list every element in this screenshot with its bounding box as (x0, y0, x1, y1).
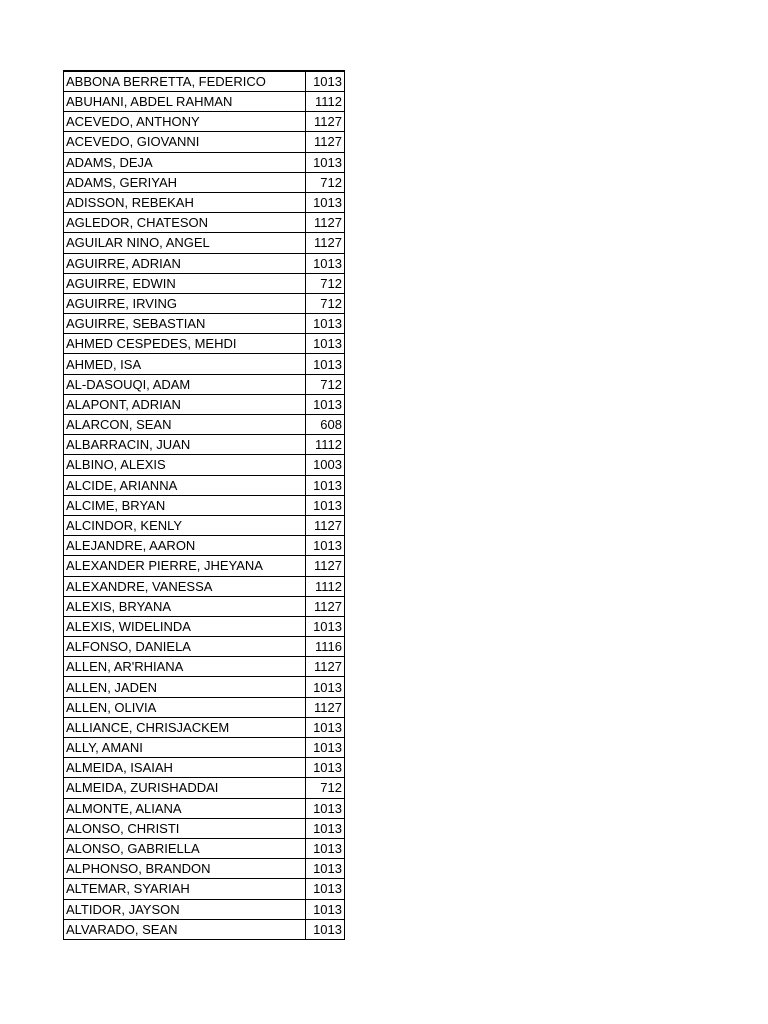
student-name-cell: ALARCON, SEAN (64, 415, 306, 435)
code-cell: 1112 (306, 576, 345, 596)
table-row (64, 152, 345, 172)
student-name-cell: ALCINDOR, KENLY (64, 515, 306, 535)
table-row (64, 859, 345, 879)
table-row (64, 515, 345, 535)
code-cell: 1013 (306, 677, 345, 697)
code-cell: 1013 (306, 879, 345, 899)
code-cell: 1127 (306, 132, 345, 152)
student-name-cell: ALONSO, GABRIELLA (64, 838, 306, 858)
student-name-cell: ALFONSO, DANIELA (64, 637, 306, 657)
student-name-cell: ALEXIS, WIDELINDA (64, 616, 306, 636)
code-cell: 1013 (306, 899, 345, 919)
student-name-cell: ADAMS, DEJA (64, 152, 306, 172)
code-cell: 1127 (306, 657, 345, 677)
table-row (64, 637, 345, 657)
student-name-cell: ALTEMAR, SYARIAH (64, 879, 306, 899)
table-row (64, 899, 345, 919)
code-cell: 1013 (306, 738, 345, 758)
code-cell: 1013 (306, 334, 345, 354)
student-name-cell: AL-DASOUQI, ADAM (64, 374, 306, 394)
table-row (64, 717, 345, 737)
code-cell: 1127 (306, 596, 345, 616)
roster-table-body (64, 71, 345, 939)
code-cell: 712 (306, 778, 345, 798)
table-row (64, 112, 345, 132)
table-row (64, 596, 345, 616)
code-cell: 1013 (306, 71, 345, 92)
student-name-cell: AHMED, ISA (64, 354, 306, 374)
student-name-cell: AGUIRRE, ADRIAN (64, 253, 306, 273)
student-name-cell: ADAMS, GERIYAH (64, 172, 306, 192)
student-name-cell: ALCIDE, ARIANNA (64, 475, 306, 495)
code-cell: 1013 (306, 616, 345, 636)
code-cell: 1013 (306, 798, 345, 818)
table-row (64, 71, 345, 92)
code-cell: 608 (306, 415, 345, 435)
student-name-cell: AGUIRRE, IRVING (64, 293, 306, 313)
student-name-cell: ACEVEDO, ANTHONY (64, 112, 306, 132)
code-cell: 1013 (306, 859, 345, 879)
student-name-cell: ALPHONSO, BRANDON (64, 859, 306, 879)
code-cell: 1013 (306, 152, 345, 172)
table-row (64, 92, 345, 112)
code-cell: 1127 (306, 213, 345, 233)
code-cell: 1127 (306, 556, 345, 576)
table-row (64, 576, 345, 596)
table-row (64, 738, 345, 758)
student-name-cell: ACEVEDO, GIOVANNI (64, 132, 306, 152)
student-name-cell: ALAPONT, ADRIAN (64, 394, 306, 414)
code-cell: 1127 (306, 112, 345, 132)
table-row (64, 253, 345, 273)
table-row (64, 455, 345, 475)
table-row (64, 192, 345, 212)
student-name-cell: ALLEN, AR'RHIANA (64, 657, 306, 677)
student-name-cell: ALONSO, CHRISTI (64, 818, 306, 838)
table-row (64, 374, 345, 394)
table-row (64, 495, 345, 515)
code-cell: 1013 (306, 394, 345, 414)
code-cell: 1013 (306, 919, 345, 939)
code-cell: 712 (306, 172, 345, 192)
roster-sheet (63, 70, 344, 940)
code-cell: 1013 (306, 354, 345, 374)
code-cell: 1013 (306, 758, 345, 778)
student-name-cell: ALEXANDER PIERRE, JHEYANA (64, 556, 306, 576)
student-name-cell: ALLIANCE, CHRISJACKEM (64, 717, 306, 737)
student-name-cell: ALBINO, ALEXIS (64, 455, 306, 475)
student-name-cell: ABBONA BERRETTA, FEDERICO (64, 71, 306, 92)
code-cell: 1013 (306, 314, 345, 334)
table-row (64, 475, 345, 495)
code-cell: 1013 (306, 717, 345, 737)
student-name-cell: ALLEN, OLIVIA (64, 697, 306, 717)
code-cell: 1013 (306, 818, 345, 838)
code-cell: 1127 (306, 233, 345, 253)
student-name-cell: ALMEIDA, ZURISHADDAI (64, 778, 306, 798)
table-row (64, 172, 345, 192)
table-row (64, 293, 345, 313)
student-name-cell: ALMONTE, ALIANA (64, 798, 306, 818)
student-name-cell: ADISSON, REBEKAH (64, 192, 306, 212)
table-row (64, 415, 345, 435)
table-row (64, 435, 345, 455)
code-cell: 712 (306, 374, 345, 394)
code-cell: 1013 (306, 838, 345, 858)
table-row (64, 354, 345, 374)
table-row (64, 334, 345, 354)
student-name-cell: ALMEIDA, ISAIAH (64, 758, 306, 778)
code-cell: 712 (306, 293, 345, 313)
code-cell: 1127 (306, 515, 345, 535)
student-name-cell: ALLY, AMANI (64, 738, 306, 758)
code-cell: 1116 (306, 637, 345, 657)
student-name-cell: ABUHANI, ABDEL RAHMAN (64, 92, 306, 112)
table-row (64, 536, 345, 556)
student-name-cell: AGUIRRE, SEBASTIAN (64, 314, 306, 334)
code-cell: 1003 (306, 455, 345, 475)
code-cell: 1112 (306, 92, 345, 112)
student-name-cell: ALTIDOR, JAYSON (64, 899, 306, 919)
code-cell: 1013 (306, 495, 345, 515)
code-cell: 1013 (306, 536, 345, 556)
student-name-cell: ALEXANDRE, VANESSA (64, 576, 306, 596)
table-row (64, 778, 345, 798)
table-row (64, 919, 345, 939)
student-name-cell: AGUIRRE, EDWIN (64, 273, 306, 293)
table-row (64, 273, 345, 293)
table-row (64, 616, 345, 636)
roster-table (63, 70, 345, 940)
table-row (64, 132, 345, 152)
code-cell: 1112 (306, 435, 345, 455)
code-cell: 712 (306, 273, 345, 293)
student-name-cell: ALEXIS, BRYANA (64, 596, 306, 616)
table-row (64, 758, 345, 778)
code-cell: 1127 (306, 697, 345, 717)
table-row (64, 838, 345, 858)
table-row (64, 657, 345, 677)
table-row (64, 233, 345, 253)
code-cell: 1013 (306, 475, 345, 495)
table-row (64, 818, 345, 838)
table-row (64, 677, 345, 697)
student-name-cell: ALCIME, BRYAN (64, 495, 306, 515)
student-name-cell: AHMED CESPEDES, MEHDI (64, 334, 306, 354)
student-name-cell: AGLEDOR, CHATESON (64, 213, 306, 233)
table-row (64, 394, 345, 414)
student-name-cell: ALVARADO, SEAN (64, 919, 306, 939)
student-name-cell: AGUILAR NINO, ANGEL (64, 233, 306, 253)
code-cell: 1013 (306, 192, 345, 212)
table-row (64, 879, 345, 899)
student-name-cell: ALBARRACIN, JUAN (64, 435, 306, 455)
table-row (64, 556, 345, 576)
student-name-cell: ALLEN, JADEN (64, 677, 306, 697)
table-row (64, 213, 345, 233)
table-row (64, 314, 345, 334)
table-row (64, 697, 345, 717)
student-name-cell: ALEJANDRE, AARON (64, 536, 306, 556)
code-cell: 1013 (306, 253, 345, 273)
table-row (64, 798, 345, 818)
